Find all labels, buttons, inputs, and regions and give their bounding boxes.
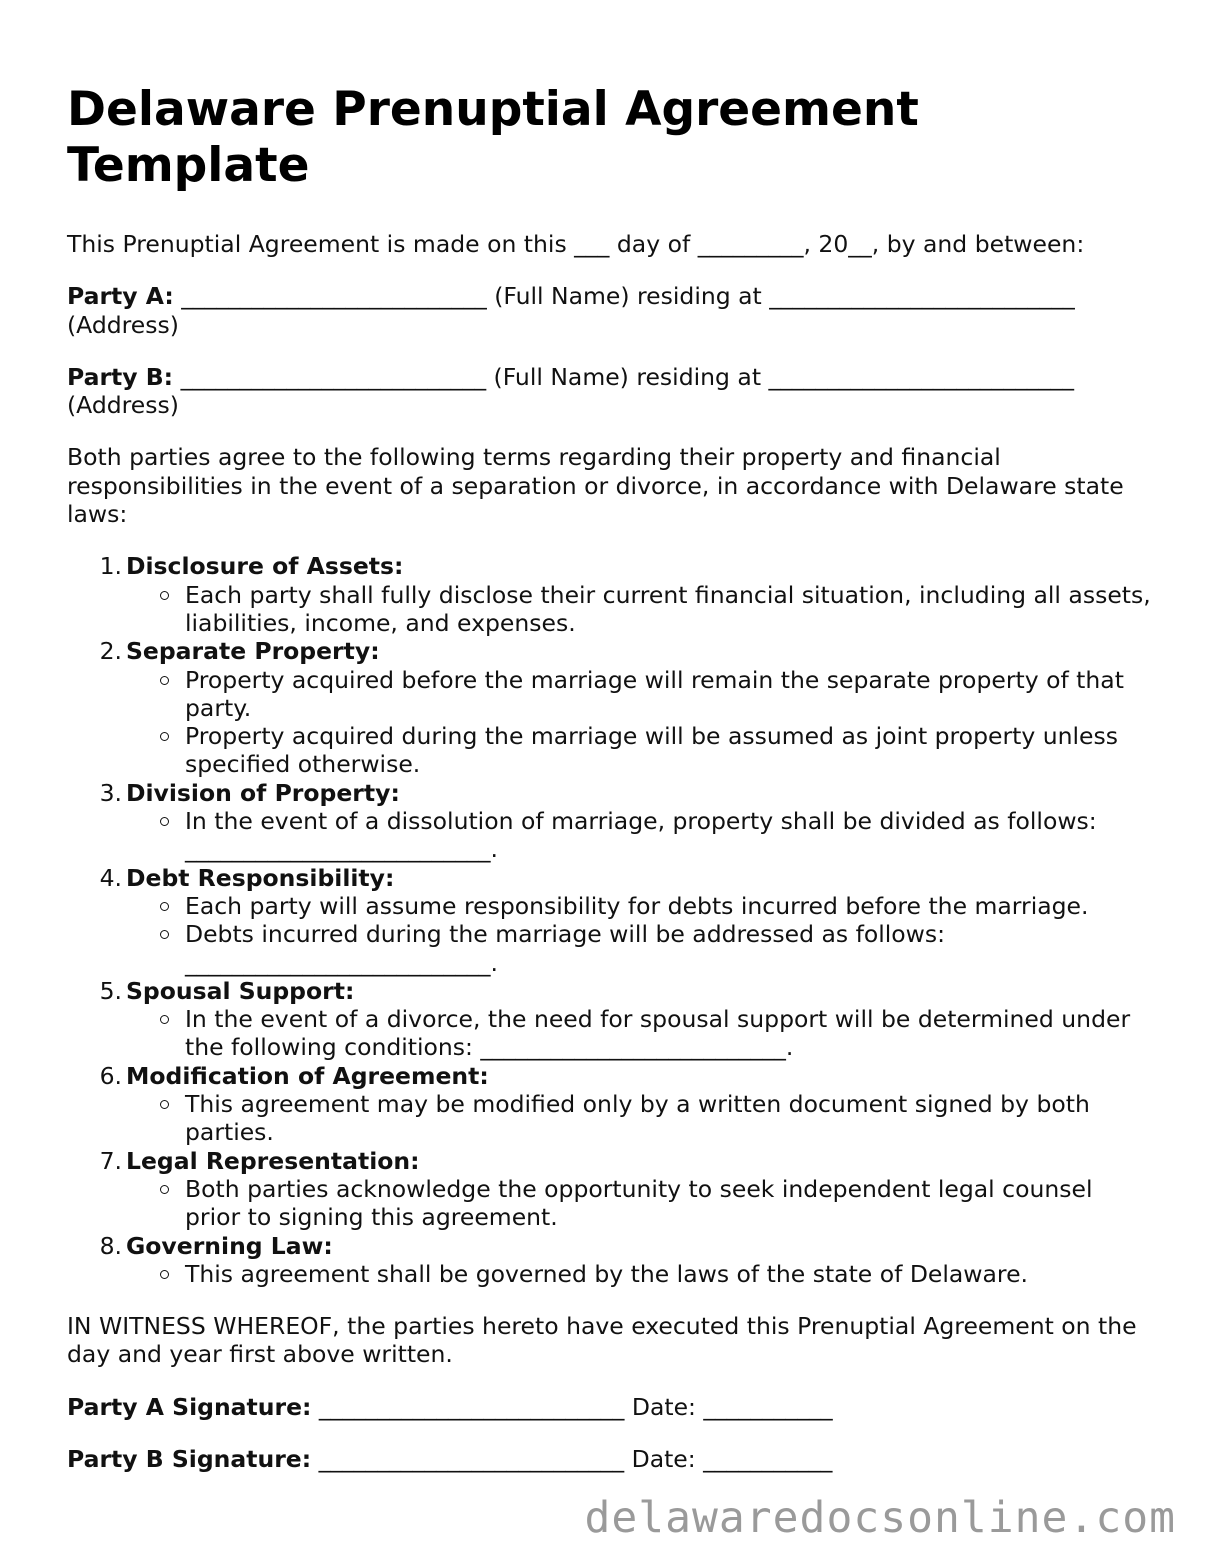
- term-item: [99, 863, 1152, 977]
- term-title: Modification of Agreement:: [126, 1061, 489, 1090]
- party-b-signature-line: [67, 1445, 1152, 1473]
- term-title: Division of Property:: [126, 778, 400, 807]
- term-subitem-text: Both parties acknowledge the opportunity to seek independent legal counsel prior to signing this agreement.: [185, 1174, 1093, 1232]
- party-a-signature-label: Party A Signature:: [67, 1392, 312, 1421]
- term-subitems: [126, 892, 1152, 977]
- preamble-paragraph: Both parties agree to the following terms regarding their property and financial responsibilities in the event of a separation or divorce, in accordance with Delaware state laws:: [67, 443, 1124, 529]
- party-a-signature-fields: __________________________ Date: ___________: [311, 1392, 833, 1421]
- witness-paragraph: IN WITNESS WHEREOF, the parties hereto have executed this Prenuptial Agreement on the day and year first above written.: [67, 1312, 1137, 1369]
- term-subitem: [185, 1175, 1152, 1232]
- term-title: Legal Representation:: [126, 1146, 420, 1175]
- term-subitem: [185, 920, 1152, 977]
- term-title: Separate Property:: [126, 637, 380, 666]
- party-b-label: Party B:: [67, 362, 174, 391]
- circle-bullet-icon: [160, 1270, 169, 1279]
- term-item: [99, 1061, 1152, 1147]
- term-subitems: [126, 581, 1152, 638]
- term-subitem: [185, 1260, 1152, 1288]
- circle-bullet-icon: [160, 1015, 169, 1024]
- term-title: Disclosure of Assets:: [126, 552, 404, 581]
- party-a-fields: __________________________ (Full Name) residing at __________________________ (Address): [67, 282, 1075, 339]
- term-subitems: [126, 666, 1152, 779]
- terms-list: [67, 552, 1152, 1288]
- term-number: 6.: [99, 1061, 122, 1090]
- term-item: [99, 552, 1152, 637]
- term-subitem: [185, 666, 1152, 723]
- term-subitems: [126, 1175, 1152, 1232]
- term-item: [99, 1146, 1152, 1232]
- term-title: Spousal Support:: [126, 976, 355, 1005]
- term-number: 5.: [99, 976, 122, 1005]
- term-subitems: [126, 1005, 1152, 1062]
- term-subitem: [185, 1090, 1152, 1147]
- term-item: [99, 1231, 1152, 1289]
- term-title: Governing Law:: [126, 1231, 333, 1260]
- term-subitems: [126, 1090, 1152, 1147]
- party-a-label: Party A:: [67, 282, 174, 311]
- term-subitem: [185, 722, 1152, 779]
- term-number: 2.: [99, 637, 122, 666]
- term-subitems: [126, 1260, 1152, 1288]
- term-subitem-text: This agreement may be modified only by a written document signed by both parties.: [185, 1090, 1090, 1147]
- term-subitem-text: In the event of a divorce, the need for spousal support will be determined under the following conditions: __________________________.: [185, 1005, 1131, 1062]
- term-subitem: [185, 1005, 1152, 1062]
- term-subitem-text: Each party shall fully disclose their current financial situation, including all assets, liabilities, income, and expenses.: [185, 580, 1151, 637]
- term-subitem-text: Property acquired before the marriage will remain the separate property of that party.: [185, 665, 1124, 722]
- term-title: Debt Responsibility:: [126, 863, 395, 892]
- term-subitem-text: Each party will assume responsibility for debts incurred before the marriage.: [185, 891, 1089, 920]
- term-item: [99, 637, 1152, 779]
- circle-bullet-icon: [160, 1185, 169, 1194]
- circle-bullet-icon: [160, 902, 169, 911]
- term-subitem: [185, 892, 1152, 920]
- term-subitem-text: Property acquired during the marriage will be assumed as joint property unless specified otherwise.: [185, 722, 1118, 779]
- document-title: Delaware Prenuptial Agreement Template: [67, 82, 919, 193]
- circle-bullet-icon: [160, 817, 169, 826]
- circle-bullet-icon: [160, 1100, 169, 1109]
- circle-bullet-icon: [160, 930, 169, 939]
- circle-bullet-icon: [160, 591, 169, 600]
- party-b-signature-fields: __________________________ Date: ___________: [311, 1444, 833, 1473]
- watermark-text: delawaredocsonline.com: [584, 1493, 1176, 1543]
- term-subitem: [185, 581, 1152, 638]
- term-subitem-text: This agreement shall be governed by the laws of the state of Delaware.: [185, 1259, 1029, 1288]
- term-subitem-text: In the event of a dissolution of marriage, property shall be divided as follows: __________________________.: [185, 807, 1097, 864]
- term-number: 7.: [99, 1146, 122, 1175]
- term-number: 4.: [99, 863, 122, 892]
- party-b-fields: __________________________ (Full Name) residing at __________________________ (Address): [67, 362, 1075, 420]
- circle-bullet-icon: [160, 676, 169, 685]
- term-number: 8.: [99, 1231, 122, 1260]
- party-a-line: [67, 282, 1152, 339]
- intro-paragraph: This Prenuptial Agreement is made on this ___ day of _________, 20__, by and between:: [67, 230, 1085, 258]
- document-page: [67, 82, 1152, 1473]
- party-b-line: [67, 363, 1152, 420]
- circle-bullet-icon: [160, 732, 169, 741]
- term-item: [99, 976, 1152, 1062]
- term-number: 3.: [99, 778, 122, 807]
- term-number: 1.: [99, 552, 122, 581]
- term-subitems: [126, 807, 1152, 864]
- party-b-signature-label: Party B Signature:: [67, 1444, 312, 1473]
- term-subitem-text: Debts incurred during the marriage will be addressed as follows: __________________________.: [185, 920, 946, 977]
- term-item: [99, 778, 1152, 864]
- party-a-signature-line: [67, 1393, 1152, 1421]
- term-subitem: [185, 807, 1152, 864]
